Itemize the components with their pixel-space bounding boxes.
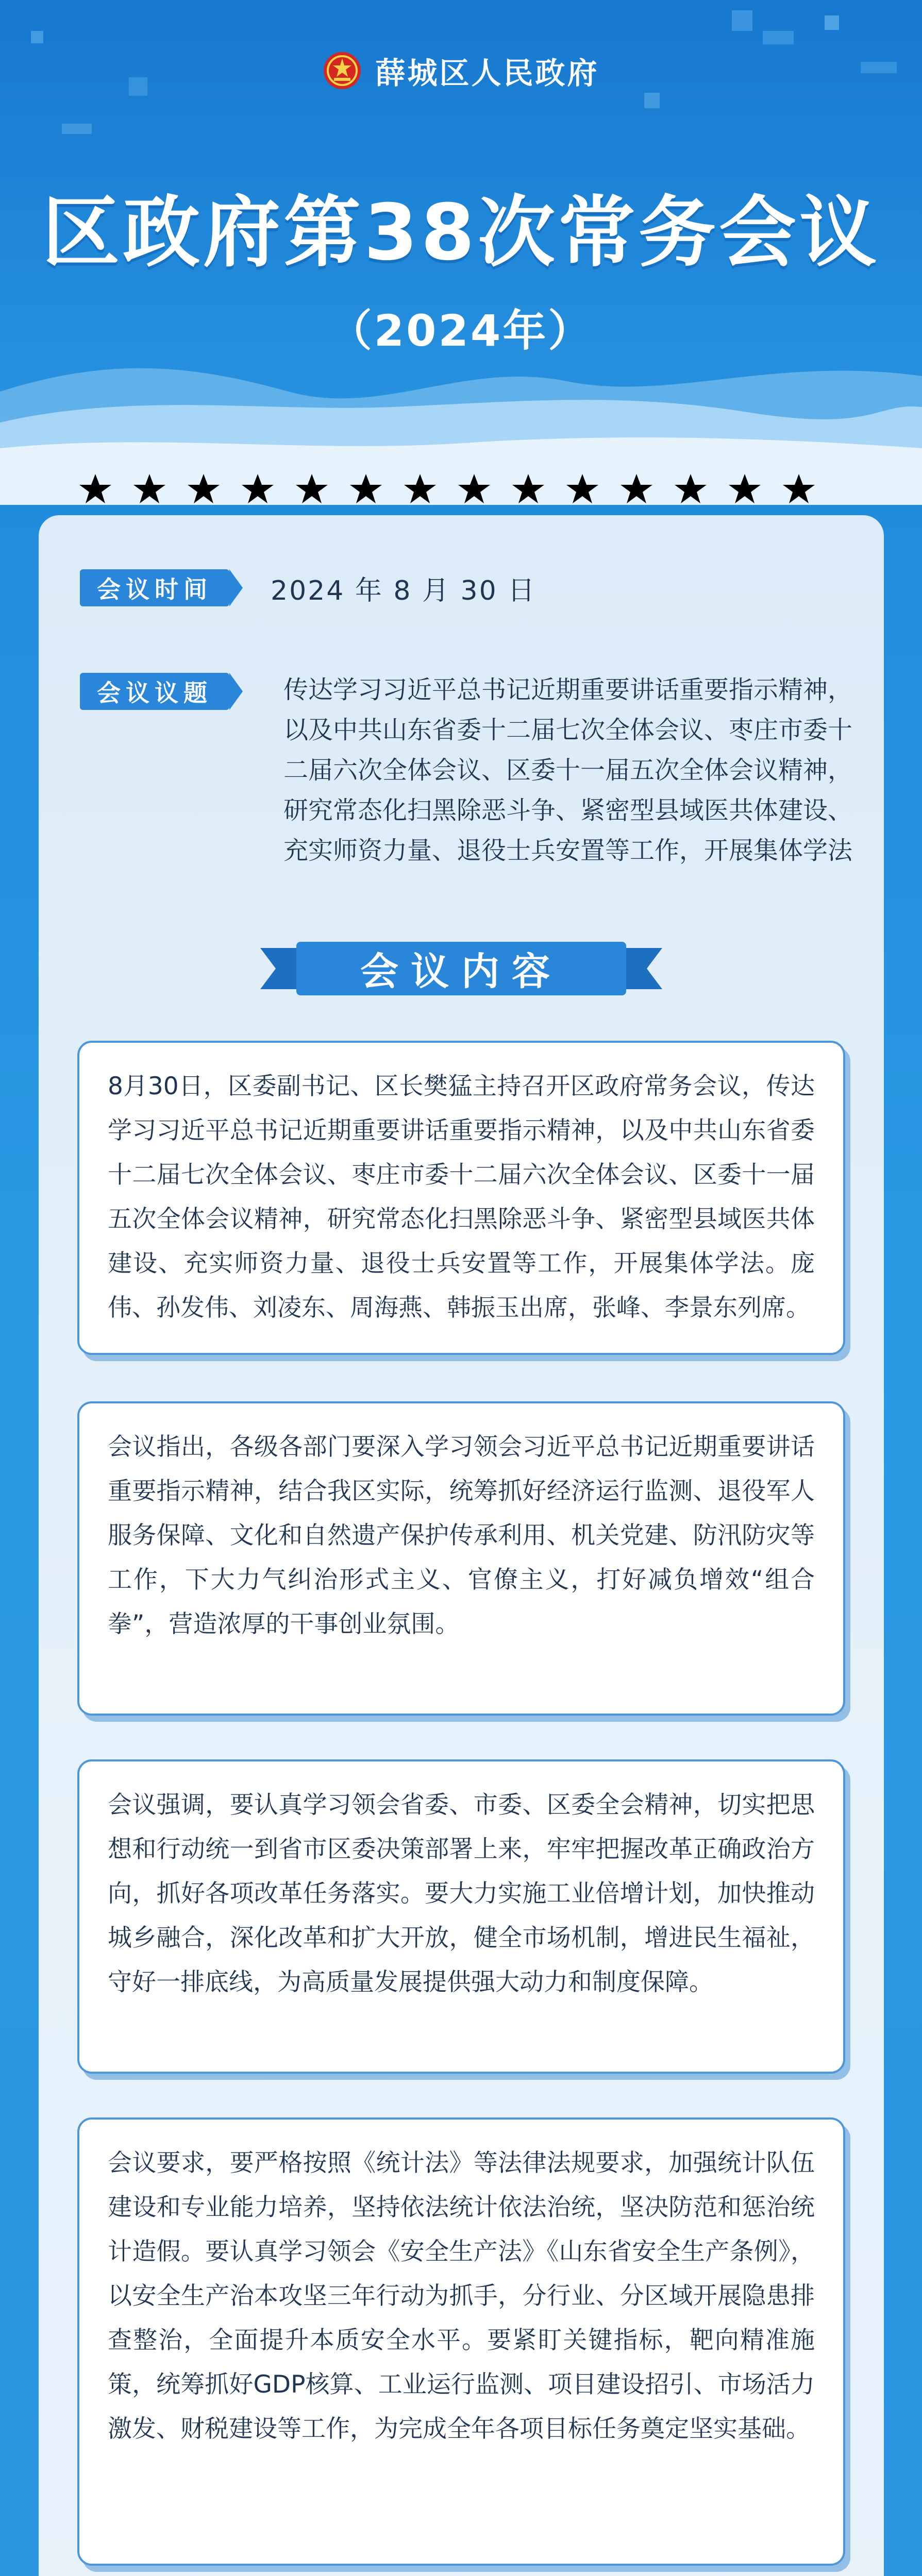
section-title-content: 会议内容: [360, 950, 562, 994]
org-row: [0, 49, 922, 92]
paragraph-1: 8月30日，区委副书记、区长樊猛主持召开区政府常务会议，传达学习习近平总书记近期重要讲话重要指示精神，以及中共山东省委十二届七次全体会议、枣庄市委十二届六次全体会议、区委十一届五次全体会议精神，研究常态化扫黑除恶斗争、紧密型县域医共体建设、充实师资力量、退役士兵安置等工作，开展集体学法。庞伟、孙发伟、刘凌东、周海燕、韩振玉出席，张峰、李景东列席。: [108, 1072, 815, 1322]
content-card-2: [77, 1401, 845, 1716]
content-card-3: [77, 1759, 845, 2074]
section-banner-content: [260, 938, 662, 999]
content-panel: [39, 515, 884, 2576]
paragraph-4: 会议要求，要严格按照《统计法》等法律法规要求，加强统计队伍建设和专业能力培养，坚持依法统计依法治统，坚决防范和惩治统计造假。要认真学习领会《安全生产法》《山东省安全生产条例》，以安全生产治本攻坚三年行动为抓手，分行业、分区域开展隐患排查整治，全面提升本质安全水平。要紧盯关键指标，靶向精准施策，统筹抓好GDP核算、工业运行监测、项目建设招引、市场活力激发、财税建设等工作，为完成全年各项目标任务奠定坚实基础。: [108, 2149, 815, 2443]
national-emblem-icon: [323, 51, 362, 90]
meeting-topic-value: 传达学习习近平总书记近期重要讲话重要指示精神，以及中共山东省委十二届七次全体会议、枣庄市委十二届六次全体会议、区委十一届五次全体会议精神，研究常态化扫黑除恶斗争、紧密型县域医共体建设、充实师资力量、退役士兵安置等工作，开展集体学法: [283, 675, 853, 865]
meeting-time-row: [80, 569, 536, 606]
meeting-time-value: 2024 年 8 月 30 日: [271, 575, 537, 606]
content-card-1: [77, 1041, 845, 1355]
paragraph-3: 会议强调，要认真学习领会省委、市委、区委全会精神，切实把思想和行动统一到省市区委决策部署上来，牢牢把握改革正确政治方向，抓好各项改革任务落实。要大力实施工业倍增计划，加快推动城乡融合，深化改革和扩大开放，健全市场机制，增进民生福祉，守好一排底线，为高质量发展提供强大动力和制度保障。: [108, 1791, 815, 1996]
star-divider: [77, 471, 845, 507]
meeting-topic-label: 会议议题: [80, 673, 229, 710]
header: [0, 0, 922, 505]
org-name: 薛城区人民政府: [375, 56, 599, 91]
content-card-4: [77, 2117, 845, 2566]
page-title: 区政府第38次常务会议: [42, 188, 880, 278]
paragraph-2: 会议指出，各级各部门要深入学习领会习近平总书记近期重要讲话重要指示精神，结合我区实际，统筹抓好经济运行监测、退役军人服务保障、文化和自然遗产保护传承利用、机关党建、防汛防灾等工作，下大力气纠治形式主义、官僚主义，打好减负增效“组合拳”，营造浓厚的干事创业氛围。: [108, 1433, 815, 1638]
page-subtitle-year: （2024年）: [328, 306, 594, 356]
meeting-time-label: 会议时间: [80, 569, 229, 606]
